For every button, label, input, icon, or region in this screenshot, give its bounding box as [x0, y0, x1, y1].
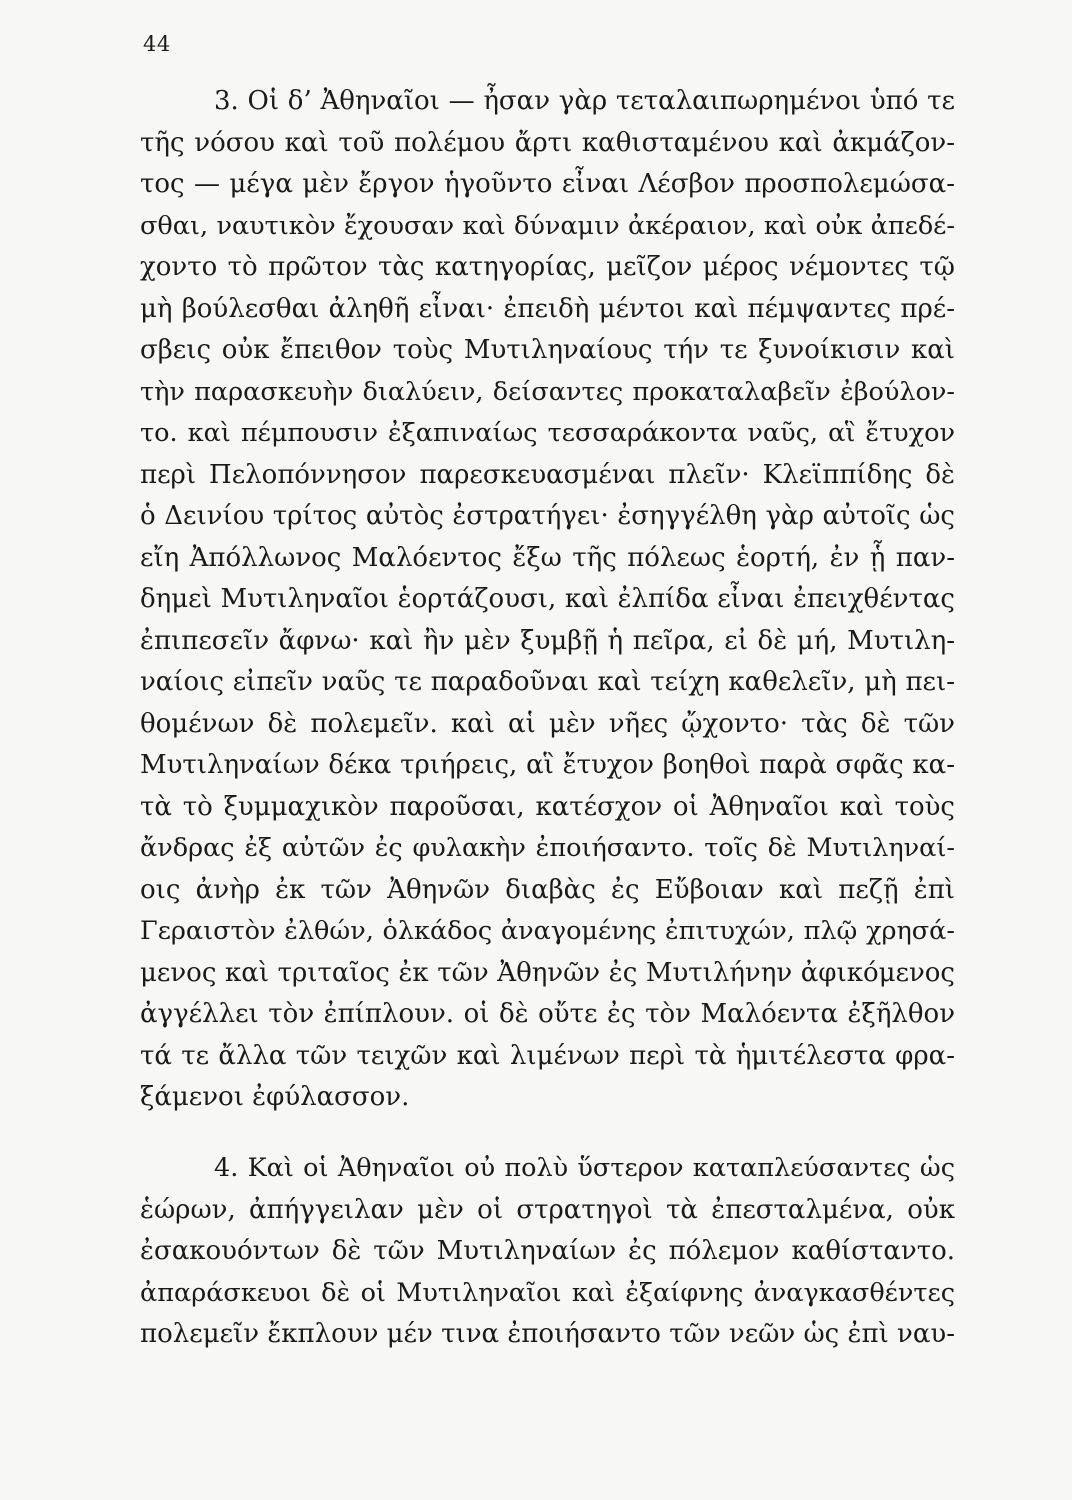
text-line: οις ἀνὴρ ἐκ τῶν Ἀθηνῶν διαβὰς ἐς Εὔβοιαν καὶ πεζῇ ἐπὶ: [140, 874, 955, 905]
text-line: ἀπαράσκευοι δὲ οἱ Μυτιληναῖοι καὶ ἐξαίφνης ἀναγκασθέντες: [140, 1277, 955, 1308]
text-line: 3. Οἱ δ’ Ἀθηναῖοι — ἦσαν γὰρ τεταλαιπωρημένοι ὑπό τε: [214, 86, 955, 116]
text-line: μὴ βούλεσθαι ἀληθῆ εἶναι· ἐπειδὴ μέντοι καὶ πέμψαντες πρέ-: [140, 293, 955, 324]
text-line: θομένων δὲ πολεμεῖν. καὶ αἱ μὲν νῆες ᾤχοντο· τὰς δὲ τῶν: [140, 708, 955, 739]
text-line: τὴν παρασκευὴν διαλύειν, δείσαντες προκαταλαβεῖν ἐβούλον-: [140, 376, 955, 407]
text-line: το. καὶ πέμπουσιν ἐξαπιναίως τεσσαράκοντα ναῦς, αἳ ἔτυχον: [140, 418, 955, 448]
text-line: ἐπιπεσεῖν ἄφνω· καὶ ἢν μὲν ξυμβῇ ἡ πεῖρα, εἰ δὲ μή, Μυτιλη-: [140, 625, 955, 656]
paragraph-3: [140, 81, 955, 1119]
text-line: εἴη Ἀπόλλωνος Μαλόεντος ἔξω τῆς πόλεως ἑορτή, ἐν ᾗ παν-: [140, 542, 955, 573]
paragraph-4: [140, 1148, 955, 1356]
page-number: 44: [143, 32, 171, 56]
text-line: δημεὶ Μυτιληναῖοι ἑορτάζουσι, καὶ ἐλπίδα εἶναι ἐπειχθέντας: [140, 584, 955, 614]
text-line: τὰ τὸ ξυμμαχικὸν παροῦσαι, κατέσχον οἱ Ἀθηναῖοι καὶ τοὺς: [140, 791, 955, 822]
text-line: μενος καὶ τριταῖος ἐκ τῶν Ἀθηνῶν ἐς Μυτιλήνην ἀφικόμενος: [140, 957, 955, 988]
text-line: Μυτιληναίων δέκα τριήρεις, αἳ ἔτυχον βοηθοὶ παρὰ σφᾶς κα-: [140, 750, 955, 780]
text-line: Γεραιστὸν ἐλθών, ὁλκάδος ἀναγομένης ἐπιτυχών, πλῷ χρησά-: [140, 916, 955, 946]
text-line: σθαι, ναυτικὸν ἔχουσαν καὶ δύναμιν ἀκέραιον, καὶ οὐκ ἀπεδέ-: [140, 210, 955, 241]
text-line: 4. Καὶ οἱ Ἀθηναῖοι οὐ πολὺ ὕστερον καταπλεύσαντες ὡς: [214, 1153, 955, 1183]
text-line: χοντο τὸ πρῶτον τὰς κατηγορίας, μεῖζον μέρος νέμοντες τῷ: [140, 252, 955, 282]
text-line: ὁ Δεινίου τρίτος αὐτὸς ἐστρατήγει· ἐσηγγέλθη γὰρ αὐτοῖς ὡς: [140, 501, 955, 531]
text-line: τῆς νόσου καὶ τοῦ πολέμου ἄρτι καθισταμένου καὶ ἀκμάζον-: [140, 127, 955, 158]
text-line: σβεις οὐκ ἔπειθον τοὺς Μυτιληναίους τήν τε ξυνοίκισιν καὶ: [140, 335, 955, 365]
text-line: περὶ Πελοπόννησον παρεσκευασμέναι πλεῖν· Κλεϊππίδης δὲ: [140, 459, 955, 490]
text-line: ἀγγέλλει τὸν ἐπίπλουν. οἱ δὲ οὔτε ἐς τὸν Μαλόεντα ἐξῆλθον: [140, 999, 955, 1029]
text-line: ἄνδρας ἐξ αὐτῶν ἐς φυλακὴν ἐποιήσαντο. τοῖς δὲ Μυτιληναί-: [140, 833, 955, 863]
text-line: ἐσακουόντων δὲ τῶν Μυτιληναίων ἐς πόλεμον καθίσταντο.: [140, 1236, 955, 1266]
text-line: ξάμενοι ἐφύλασσον.: [140, 1082, 410, 1112]
text-line: πολεμεῖν ἔκπλουν μέν τινα ἐποιήσαντο τῶν νεῶν ὡς ἐπὶ ναυ-: [140, 1319, 955, 1349]
text-line: τά τε ἄλλα τῶν τειχῶν καὶ λιμένων περὶ τὰ ἡμιτέλεστα φρα-: [140, 1040, 955, 1071]
text-line: ναίοις εἰπεῖν ναῦς τε παραδοῦναι καὶ τείχη καθελεῖν, μὴ πει-: [140, 667, 955, 697]
text-line: ἑώρων, ἀπήγγειλαν μὲν οἱ στρατηγοὶ τὰ ἐπεσταλμένα, οὐκ: [140, 1194, 955, 1225]
text-line: τος — μέγα μὲν ἔργον ἡγοῦντο εἶναι Λέσβον προσπολεμώσα-: [140, 169, 955, 199]
